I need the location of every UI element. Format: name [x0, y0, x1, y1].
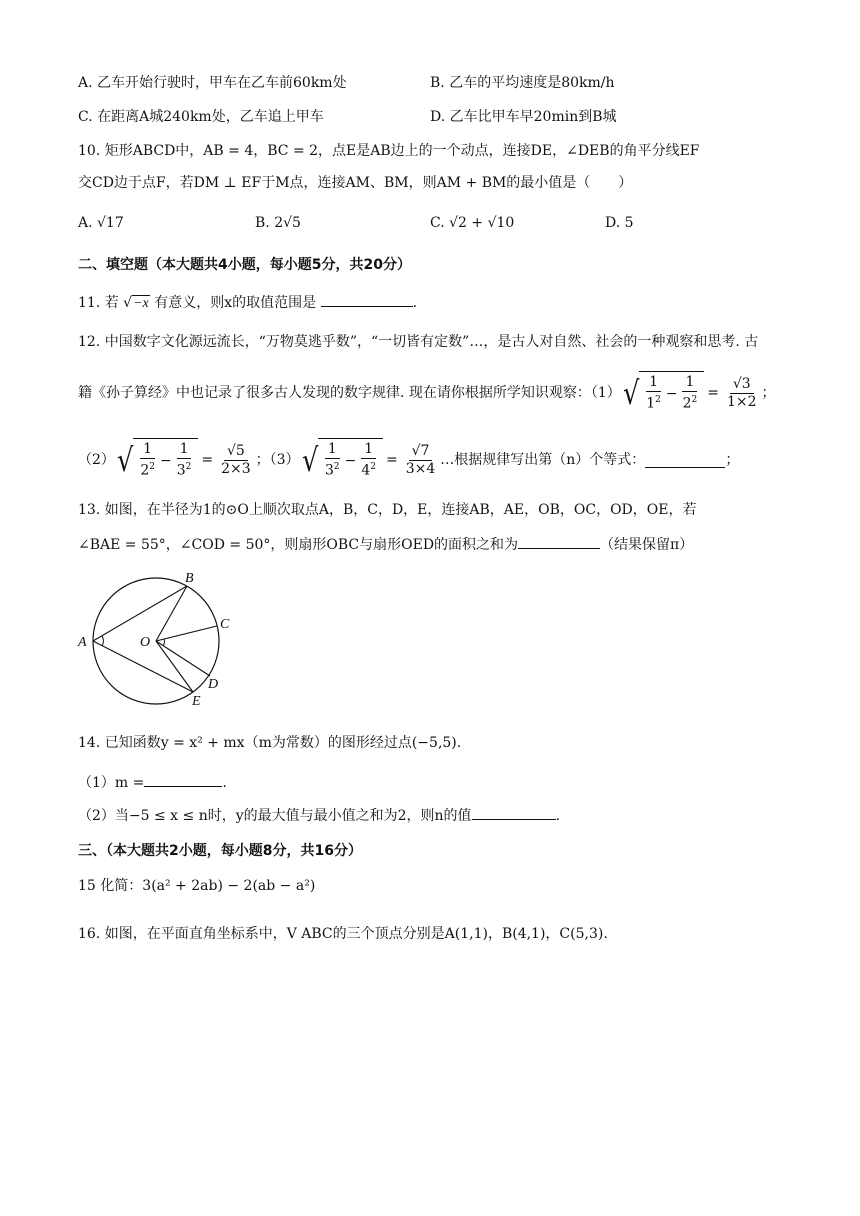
q16: 16. 如图，在平面直角坐标系中，V ABC的三个顶点分别是A(1,1)，B(4,1)，C(5,3).	[78, 926, 608, 942]
q11-end: .	[412, 295, 418, 311]
section2-title: 二、填空题（本大题共4小题，每小题5分，共20分）	[78, 257, 411, 273]
q10-option-c: C. √2 + √10	[430, 215, 515, 231]
q14-part1	[78, 772, 227, 793]
q12-answer-blank[interactable]	[645, 453, 725, 468]
q12-label-2: （2）	[78, 452, 115, 468]
q14-part1-end: .	[222, 775, 227, 791]
q12-line2: 籍《孙子算经》中也记录了很多古人发现的数字规律. 现在请你根据所学知识观察：（1） √ $\frac{1}{1^2}$ − $\frac{1}{2^2}$ = $\frac{√3}{1\times 2}$ ；	[78, 370, 776, 416]
sqrt-icon: √	[301, 441, 318, 479]
q13-circle-figure	[74, 568, 244, 708]
q12-label-3: ；（3）	[255, 452, 300, 468]
q15-text: 化简：3(a² + 2ab) − 2(ab − a²)	[100, 878, 316, 894]
sqrt-icon: √	[622, 374, 640, 412]
q12-line1: 12. 中国数字文化源远流长，“万物莫逃乎数”，“一切皆有定数”…，是古人对自然、社会的一种观察和思考. 古	[78, 334, 759, 350]
q13-line2-b: （结果保留π）	[600, 537, 694, 553]
q13-line2-a: ∠BAE = 55°，∠COD = 50°，则扇形OBC与扇形OED的面积之和为	[78, 537, 519, 553]
label-c: C	[220, 617, 230, 632]
q12-eq1-lhs: √ $\frac{1}{1^2}$ − $\frac{1}{2^2}$	[621, 371, 704, 415]
label-e: E	[192, 694, 201, 708]
segment-oe	[156, 641, 193, 692]
segment-od	[156, 641, 210, 676]
q12-eq2-lhs: √ $\frac{1}{2^2}$ − $\frac{1}{3^2}$	[115, 438, 198, 482]
q9-option-c: C. 在距离A城240km处，乙车追上甲车	[78, 109, 324, 125]
q13-line1: 13. 如图，在半径为1的⊙O上顺次取点A，B，C，D，E，连接AB，AE，OB，OC，OD，OE，若	[78, 502, 697, 518]
q10-line2: 交CD边于点F，若DM ⊥ EF于M点，连接AM、BM，则AM + BM的最小值是（ ）	[78, 175, 633, 191]
q10-option-b: B. 2√5	[255, 215, 301, 231]
q14-part2-end: .	[555, 808, 561, 824]
q12-line3-tail: …根据规律写出第（n）个等式：	[440, 452, 646, 468]
q11	[78, 292, 417, 314]
q14-part2-text: （2）当−5 ≤ x ≤ n时，y的最大值与最小值之和为2，则n的值	[78, 808, 472, 824]
label-b: B	[185, 571, 194, 586]
q9-option-b: B. 乙车的平均速度是80km/h	[430, 75, 615, 91]
q15	[78, 876, 315, 896]
label-a: A	[78, 635, 87, 650]
q15-number: 15	[78, 878, 96, 894]
q10-line1: 10. 矩形ABCD中，AB = 4，BC = 2，点E是AB边上的一个动点，连接DE，∠DEB的角平分线EF	[78, 143, 700, 159]
segment-ob	[156, 586, 187, 641]
angle-arc-bae	[102, 636, 103, 646]
segment-oc	[156, 626, 217, 641]
segment-ab	[93, 586, 187, 641]
q9-option-a: A. 乙车开始行驶时，甲车在乙车前60km处	[78, 75, 347, 91]
q11-answer-blank[interactable]	[321, 292, 413, 307]
q14-part2-blank[interactable]	[472, 805, 556, 820]
angle-arc-cod	[163, 639, 164, 646]
q14-line1: 14. 已知函数y = x² + mx（m为常数）的图形经过点(−5,5).	[78, 735, 462, 751]
q12-eq1-rhs: $\frac{√3}{1\times 2}$	[726, 375, 757, 410]
label-o: O	[140, 635, 151, 650]
q14-part1-text: （1）m =	[78, 775, 145, 791]
q13-answer-blank[interactable]	[518, 534, 600, 549]
q12-line2-text: 籍《孙子算经》中也记录了很多古人发现的数字规律. 现在请你根据所学知识观察：（1）	[78, 385, 621, 401]
label-d: D	[208, 677, 219, 692]
q12-end: ；	[725, 452, 740, 468]
q10-option-d: D. 5	[605, 215, 634, 231]
q12-line3: （2） √ $\frac{1}{2^2}$ − $\frac{1}{3^2}$ = $\frac{√5}{2\times 3}$ ；（3） √ $\frac{1}{3^2}$ − $\frac{1}{4^2}$ = $\frac{√7}{3\times 4}$ …根据规律写出第（n）个等式： ；	[78, 436, 739, 484]
sqrt-icon: √	[123, 295, 133, 311]
q13-line2	[78, 534, 693, 555]
sqrt-icon: √	[116, 441, 134, 479]
q12-eq2-rhs: $\frac{√5}{2\times 3}$	[221, 442, 251, 477]
q11-prefix: 11. 若	[78, 295, 119, 311]
q9-option-d: D. 乙车比甲车早20min到B城	[430, 109, 617, 125]
q12-eq3-rhs: $\frac{√7}{3\times 4}$	[405, 442, 436, 477]
q10-option-a: A. √17	[78, 215, 124, 231]
section3-title: 三、（本大题共2小题，每小题8分，共16分）	[78, 843, 362, 859]
q14-part1-blank[interactable]	[144, 772, 222, 787]
q12-eq3-lhs: √ $\frac{1}{3^2}$ − $\frac{1}{4^2}$	[300, 438, 383, 482]
q11-radicand: −x	[133, 296, 149, 311]
q14-part2	[78, 805, 560, 826]
q11-suffix: 有意义，则x的取值范围是	[154, 295, 317, 311]
